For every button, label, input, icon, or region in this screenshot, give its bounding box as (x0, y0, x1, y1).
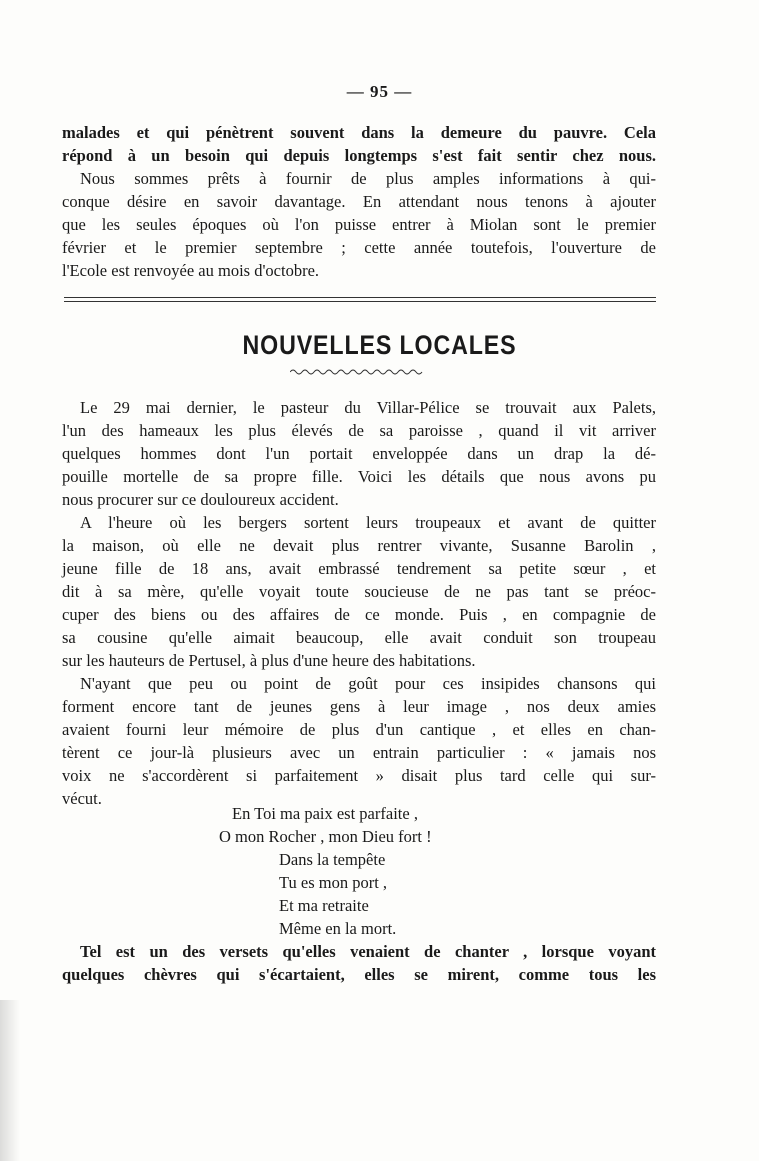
text-line: avaient fourni leur mémoire de plus d'un cantique , et elles en chan- (62, 720, 656, 739)
paragraph (62, 940, 656, 986)
paragraph (62, 396, 656, 511)
section-divider (64, 297, 656, 305)
text-line: conque désire en savoir davantage. En attendant nous tenons à ajouter (62, 192, 656, 211)
page-edge-shadow (0, 1000, 20, 1161)
paragraph (62, 672, 656, 810)
text-line: nous procurer sur ce douloureux accident. (62, 490, 339, 509)
verse-line: Même en la mort. (279, 919, 397, 938)
text-line: l'Ecole est renvoyée au mois d'octobre. (62, 261, 320, 280)
paragraph (62, 511, 656, 672)
text-line: N'ayant que peu ou point de goût pour ces insipides chansons qui (80, 674, 656, 693)
text-line: la maison, où elle ne devait plus rentrer vivante, Susanne Barolin , (62, 536, 656, 555)
text-line: tèrent ce jour-là plusieurs avec un entrain particulier : « jamais nos (62, 743, 656, 762)
text-line: quelques chèvres qui s'écartaient, elles se mirent, comme tous les (62, 965, 656, 984)
text-line: A l'heure où les bergers sortent leurs troupeaux et avant de quitter (80, 513, 656, 532)
page-number: — 95 — (346, 82, 413, 101)
text-line: sa cousine qu'elle aimait beaucoup, elle avait conduit son troupeau (62, 628, 656, 647)
text-line: jeune fille de 18 ans, avait embrassé tendrement sa petite sœur , et (62, 559, 656, 578)
text-line: cuper des biens ou des affaires de ce monde. Puis , en compagnie de (62, 605, 656, 624)
text-line: répond à un besoin qui depuis longtemps s'est fait sentir chez nous. (62, 146, 656, 165)
text-line: pouille mortelle de sa propre fille. Voici les détails que nous avons pu (62, 467, 656, 486)
verse-line: Tu es mon port , (279, 873, 388, 892)
text-line: dit à sa mère, qu'elle voyait toute soucieuse de ne pas tant se préoc- (62, 582, 656, 601)
text-line: sur les hauteurs de Pertusel, à plus d'une heure des habitations. (62, 651, 476, 670)
text-line: forment encore tant de jeunes gens à leur image , nos deux amies (62, 697, 656, 716)
text-line: Le 29 mai dernier, le pasteur du Villar-Pélice se trouvait aux Palets, (80, 398, 656, 417)
verse-line: En Toi ma paix est parfaite , (232, 804, 418, 823)
divider-rule (64, 301, 656, 302)
text-line: Nous sommes prêts à fournir de plus amples informations à qui- (80, 169, 656, 188)
text-line: vécut. (62, 789, 102, 808)
divider-rule (64, 297, 656, 298)
section-heading: NOUVELLES LOCALES (242, 330, 517, 360)
text-line: malades et qui pénètrent souvent dans la demeure du pauvre. Cela (62, 123, 656, 142)
text-line: Tel est un des versets qu'elles venaient de chanter , lorsque voyant (80, 942, 656, 961)
hymn-verse (0, 802, 759, 940)
text-line: l'un des hameaux les plus élevés de sa paroisse , quand il vit arriver (62, 421, 656, 440)
intro-paragraph (62, 121, 656, 282)
text-line: février et le premier septembre ; cette année toutefois, l'ouverture de (62, 238, 656, 257)
text-line: que les seules époques où l'on puisse entrer à Miolan sont le premier (62, 215, 656, 234)
verse-line: Et ma retraite (279, 896, 369, 915)
text-line: quelques hommes dont l'un portait enveloppée dans un drap la dé- (62, 444, 656, 463)
verse-line: Dans la tempête (279, 850, 386, 869)
verse-line: O mon Rocher , mon Dieu fort ! (219, 827, 432, 846)
text-line: voix ne s'accordèrent si parfaitement » disait plus tard celle qui sur- (62, 766, 656, 785)
wavy-ornament (290, 368, 424, 376)
